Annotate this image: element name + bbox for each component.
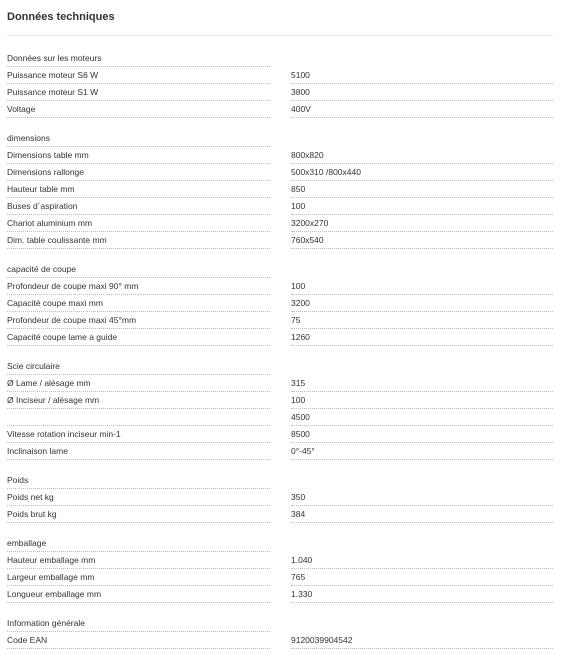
spec-value: 350 [291, 489, 553, 506]
spec-label: Longueur emballage mm [7, 586, 270, 603]
spec-label: Poids brut kg [7, 506, 270, 523]
spec-value: 3200 [291, 295, 553, 312]
spec-label: Capacité coupe lame a guide [7, 329, 270, 346]
spec-row [7, 232, 553, 249]
column-gap [270, 312, 291, 329]
column-gap [270, 392, 291, 409]
spec-label: Ø Lame / alésage mm [7, 375, 270, 392]
spec-value: 0°-45° [291, 443, 553, 460]
spec-row [7, 147, 553, 164]
column-gap [270, 443, 291, 460]
spec-label: Dim. table coulissante mm [7, 232, 270, 249]
spec-section [7, 536, 553, 603]
spec-row [7, 198, 553, 215]
spec-value: 850 [291, 181, 553, 198]
column-gap [270, 552, 291, 569]
column-gap [270, 181, 291, 198]
spec-label: Vitesse rotation inciseur min-1 [7, 426, 270, 443]
column-gap [270, 586, 291, 603]
spec-row [7, 181, 553, 198]
spec-label: Buses d´aspiration [7, 198, 270, 215]
spec-row [7, 506, 553, 523]
spec-row [7, 426, 553, 443]
column-gap [270, 569, 291, 586]
spec-row [7, 67, 553, 84]
column-gap [270, 409, 291, 426]
spec-row [7, 278, 553, 295]
spec-label [7, 409, 270, 426]
spec-row [7, 489, 553, 506]
column-gap [270, 329, 291, 346]
title-divider [7, 35, 553, 36]
spec-label: Dimensions rallonge [7, 164, 270, 181]
column-gap [270, 295, 291, 312]
column-gap [270, 215, 291, 232]
spec-value: 400V [291, 101, 553, 118]
spec-section [7, 616, 553, 649]
spec-section [7, 51, 553, 118]
column-gap [270, 632, 291, 649]
spec-label: Ø Inciseur / alésage mm [7, 392, 270, 409]
spec-value: 500x310 /800x440 [291, 164, 553, 181]
spec-row [7, 409, 553, 426]
spec-label: Poids net kg [7, 489, 270, 506]
spec-label: Profondeur de coupe maxi 45°mm [7, 312, 270, 329]
spec-section [7, 473, 553, 523]
spec-label: Chariot aluminium mm [7, 215, 270, 232]
section-title: Données sur les moteurs [7, 51, 270, 67]
spec-label: Dimensions table mm [7, 147, 270, 164]
column-gap [270, 232, 291, 249]
spec-row [7, 329, 553, 346]
spec-row [7, 164, 553, 181]
section-title: Information générale [7, 616, 270, 632]
spec-label: Profondeur de coupe maxi 90° mm [7, 278, 270, 295]
section-title: Scie circulaire [7, 359, 270, 375]
spec-row [7, 84, 553, 101]
spec-value: 9120039904542 [291, 632, 553, 649]
column-gap [270, 489, 291, 506]
spec-value: 3200x270 [291, 215, 553, 232]
spec-row [7, 552, 553, 569]
spec-value: 5100 [291, 67, 553, 84]
spec-label: Capacité coupe maxi mm [7, 295, 270, 312]
spec-section [7, 131, 553, 249]
spec-row [7, 215, 553, 232]
spec-value: 8500 [291, 426, 553, 443]
spec-value: 1.330 [291, 586, 553, 603]
spec-value: 3800 [291, 84, 553, 101]
column-gap [270, 278, 291, 295]
section-title: dimensions [7, 131, 270, 147]
column-gap [270, 67, 291, 84]
column-gap [270, 101, 291, 118]
spec-label: Inclinaison lame [7, 443, 270, 460]
section-title: capacité de coupe [7, 262, 270, 278]
spec-label: Puissance moteur S6 W [7, 67, 270, 84]
spec-label: Hauteur emballage mm [7, 552, 270, 569]
spec-value: 384 [291, 506, 553, 523]
column-gap [270, 147, 291, 164]
spec-row [7, 295, 553, 312]
column-gap [270, 84, 291, 101]
column-gap [270, 164, 291, 181]
column-gap [270, 426, 291, 443]
spec-row [7, 392, 553, 409]
spec-value: 100 [291, 392, 553, 409]
spec-label: Hauteur table mm [7, 181, 270, 198]
spec-label: Voltage [7, 101, 270, 118]
spec-value: 315 [291, 375, 553, 392]
spec-value: 800x820 [291, 147, 553, 164]
page-title: Données techniques [7, 11, 115, 23]
spec-value: 75 [291, 312, 553, 329]
spec-value: 760x540 [291, 232, 553, 249]
column-gap [270, 198, 291, 215]
spec-row [7, 375, 553, 392]
spec-value: 765 [291, 569, 553, 586]
column-gap [270, 506, 291, 523]
spec-value: 1260 [291, 329, 553, 346]
spec-value: 4500 [291, 409, 553, 426]
spec-label: Puissance moteur S1 W [7, 84, 270, 101]
spec-row [7, 586, 553, 603]
spec-value: 100 [291, 198, 553, 215]
spec-row [7, 632, 553, 649]
column-gap [270, 375, 291, 392]
section-title: emballage [7, 536, 270, 552]
spec-value: 100 [291, 278, 553, 295]
spec-value: 1.040 [291, 552, 553, 569]
spec-label: Code EAN [7, 632, 270, 649]
spec-table [7, 51, 553, 649]
spec-label: Largeur emballage mm [7, 569, 270, 586]
spec-row [7, 312, 553, 329]
section-title: Poids [7, 473, 270, 489]
spec-row [7, 569, 553, 586]
spec-section [7, 359, 553, 460]
spec-row [7, 101, 553, 118]
spec-section [7, 262, 553, 346]
spec-row [7, 443, 553, 460]
